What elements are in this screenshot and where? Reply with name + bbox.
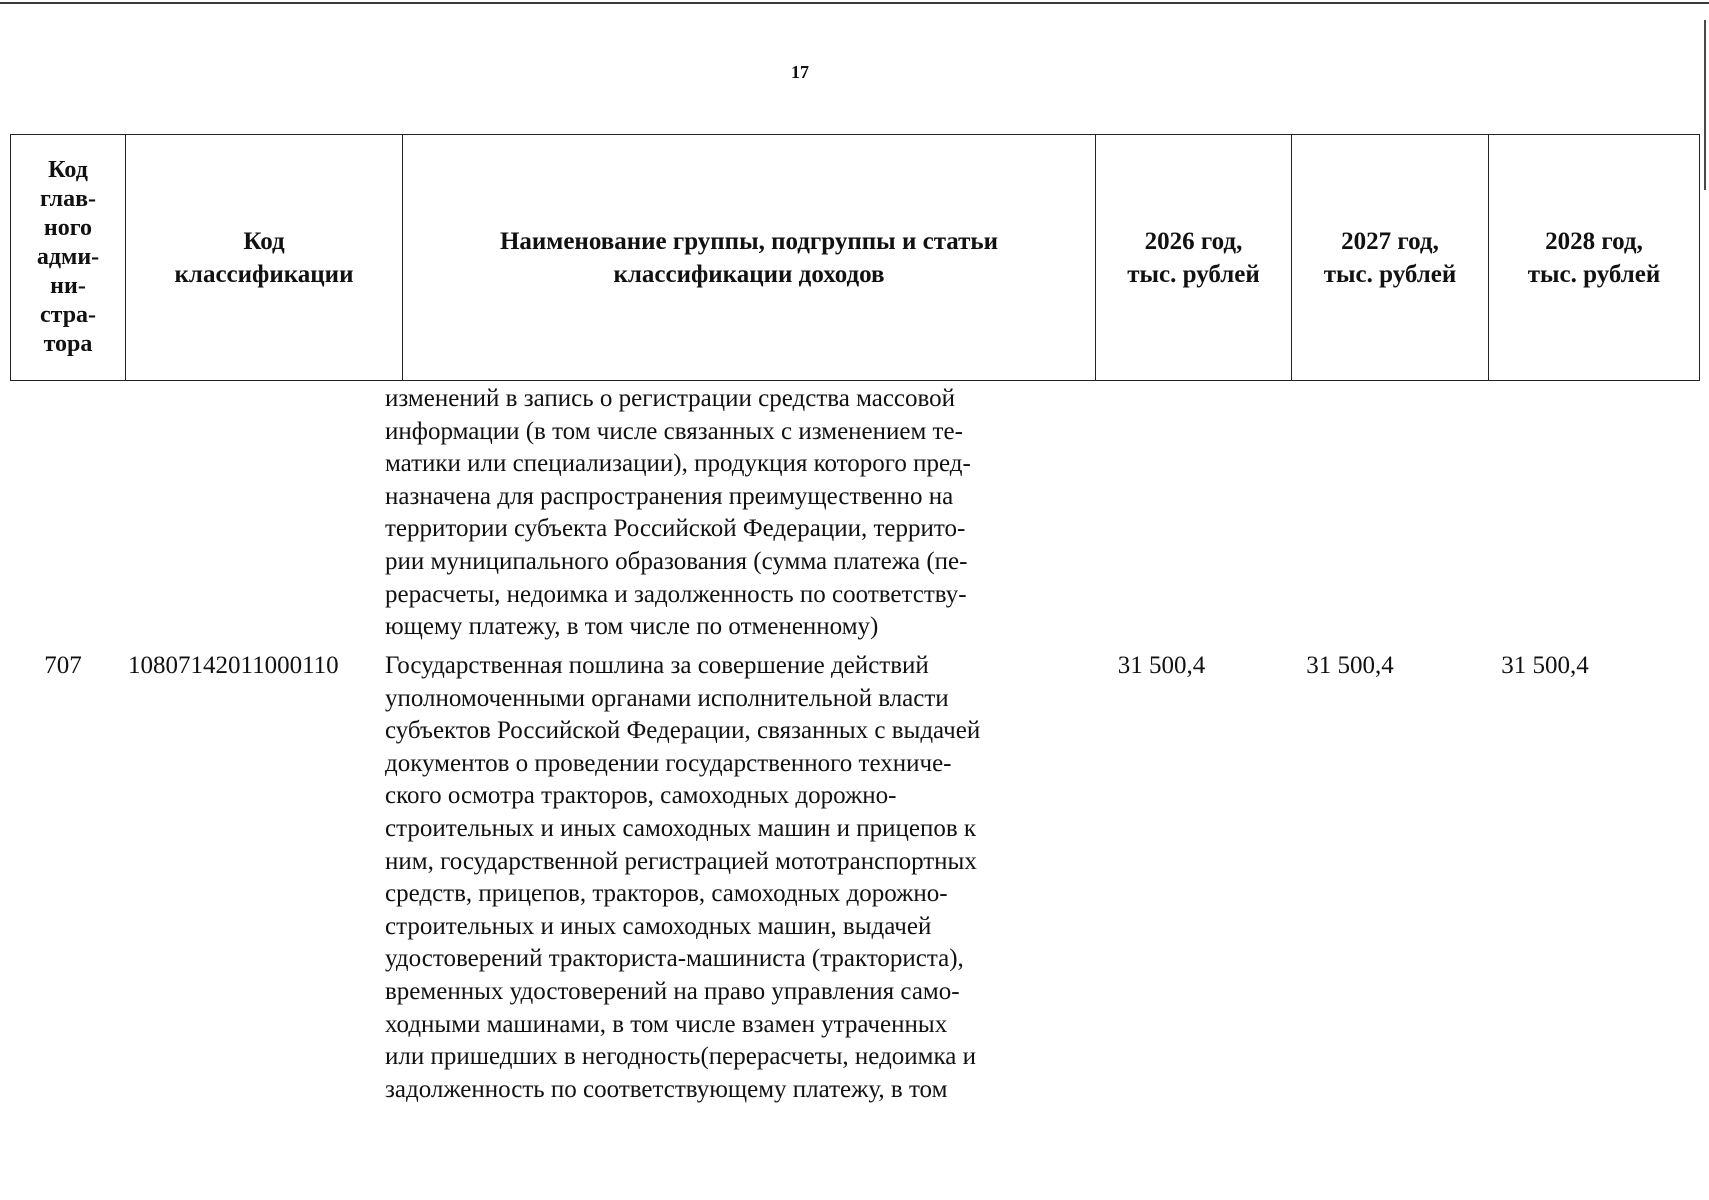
header-year-2026 (1096, 135, 1292, 381)
header-income-name (403, 135, 1096, 381)
text-line: рерасчеты, недоимка и задолженность по соответству- (385, 580, 967, 608)
text-line: строительных и иных самоходных машин, выдачей (385, 912, 932, 940)
row-value-2027: 31 500,4 (1306, 652, 1394, 679)
scan-border-right (1704, 20, 1706, 190)
table-header (10, 134, 1700, 381)
header-text-line: стра- (39, 302, 97, 328)
row-value-2028: 31 500,4 (1501, 652, 1589, 679)
header-text-line: 2026 год, (1144, 227, 1243, 255)
header-text-line: 2028 год, (1545, 227, 1643, 255)
text-line: уполномоченными органами исполнительной власти (385, 684, 949, 712)
header-text-line: 2027 год, (1341, 227, 1439, 255)
row-admin-code: 707 (44, 652, 82, 679)
header-text-line: Код (243, 227, 285, 255)
text-line: назначена для распространения преимущественно на (385, 482, 954, 510)
text-line: территории субъекта Российской Федерации, террито- (385, 515, 966, 543)
text-line: матики или специализации), продукция которого пред- (385, 450, 971, 478)
text-line: средств, прицепов, тракторов, самоходных дорожно- (385, 880, 948, 908)
header-admin-code (11, 135, 126, 381)
header-classification-code (126, 135, 403, 381)
text-line: или пришедших в негодность(перерасчеты, недоимка и (385, 1043, 976, 1071)
header-text-line: тыс. рублей (1323, 260, 1457, 288)
text-line: информации (в том числе связанных с изменением те- (385, 417, 963, 445)
text-line: ходными машинами, в том числе взамен утраченных (385, 1010, 948, 1038)
header-text-line: адми- (36, 244, 100, 270)
continuation-text (385, 383, 1075, 644)
text-line: задолженность по соответствующему платежу, в том (385, 1075, 948, 1103)
text-line: ского осмотра тракторов, самоходных дорожно- (385, 782, 897, 810)
header-text-line: ни- (50, 273, 86, 299)
row-income-name (385, 650, 1075, 1106)
text-line: рии муниципального образования (сумма платежа (пе- (385, 547, 968, 575)
text-line: ющему платежу, в том числе по отмененному) (385, 613, 879, 641)
page-number: 17 (791, 62, 809, 82)
header-text-line: тора (43, 331, 93, 357)
text-line: удостоверений тракториста-машиниста (тракториста), (385, 945, 964, 973)
header-text-line: ного (43, 215, 93, 241)
text-line: временных удостоверений на право управления само- (385, 977, 960, 1005)
text-line: строительных и иных самоходных машин и прицепов к (385, 814, 977, 842)
header-year-2027 (1292, 135, 1489, 381)
text-line: субъектов Российской Федерации, связанных с выдачей (385, 717, 981, 745)
header-text-line: классификации (174, 260, 354, 288)
text-line: изменений в запись о регистрации средства массовой (385, 385, 956, 412)
text-line: ним, государственной регистрацией мототранспортных (385, 847, 977, 875)
header-text-line: тыс. рублей (1127, 260, 1260, 288)
row-classification-code: 10807142011000110 (128, 652, 339, 679)
header-text-line: глав- (39, 186, 97, 212)
header-year-2028 (1489, 135, 1700, 381)
header-text-line: тыс. рублей (1527, 260, 1661, 288)
header-row (11, 135, 1700, 381)
header-text-line: Код (48, 157, 88, 183)
header-text-line: Наименование группы, подгруппы и статьи (499, 227, 999, 255)
scan-border-top (0, 2, 1709, 4)
text-line: документов о проведении государственного техниче- (385, 749, 952, 777)
row-value-2026: 31 500,4 (1117, 652, 1206, 679)
header-text-line: классификации доходов (613, 260, 885, 288)
text-line: Государственная пошлина за совершение действий (385, 652, 929, 679)
